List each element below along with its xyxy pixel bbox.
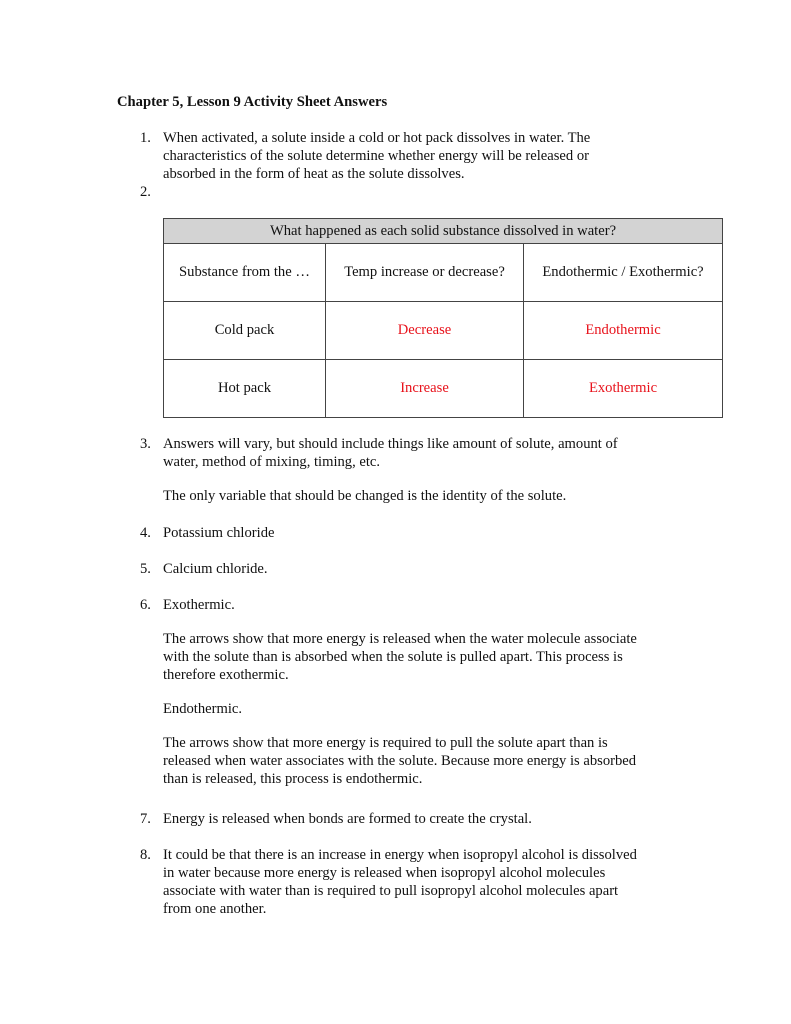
column-header: Endothermic / Exothermic? (524, 244, 723, 302)
item-text (163, 596, 693, 788)
text-line: Calcium chloride. (163, 561, 268, 577)
text-line: released when water associates with the solute. Because more energy is absorbed (163, 753, 637, 769)
text-line: from one another. (163, 901, 267, 917)
text-line: in water because more energy is released when isopropyl alcohol molecules (163, 865, 606, 881)
text-line: water, method of mixing, timing, etc. (163, 454, 381, 470)
text-line: The only variable that should be changed is the identity of the solute. (163, 488, 567, 504)
table-row (164, 302, 723, 360)
item-number: 4. (140, 525, 151, 541)
text-line: When activated, a solute inside a cold or hot pack dissolves in water. The (163, 130, 591, 146)
item-number: 5. (140, 561, 151, 577)
document-title: Chapter 5, Lesson 9 Activity Sheet Answers (117, 94, 388, 110)
table-cell-energy-answer: Exothermic (524, 360, 723, 418)
item-text (163, 435, 693, 505)
text-line: therefore exothermic. (163, 667, 289, 683)
text-line: The arrows show that more energy is released when the water molecule associate (163, 631, 637, 647)
text-line: than is released, this process is endothermic. (163, 771, 423, 787)
item-text (163, 524, 693, 542)
table-cell-temp-answer: Increase (326, 360, 524, 418)
table-cell-substance: Hot pack (164, 360, 326, 418)
column-header: Substance from the … (164, 244, 326, 302)
text-line: The arrows show that more energy is required to pull the solute apart than is (163, 735, 608, 751)
text-line: characteristics of the solute determine whether energy will be released or (163, 148, 590, 164)
item-number: 2. (140, 184, 151, 200)
column-header: Temp increase or decrease? (326, 244, 524, 302)
results-table (163, 218, 723, 418)
item-number: 1. (140, 130, 151, 146)
text-line: Potassium chloride (163, 525, 275, 541)
table-cell-substance: Cold pack (164, 302, 326, 360)
text-line: It could be that there is an increase in energy when isopropyl alcohol is dissolved (163, 847, 637, 863)
item-number: 8. (140, 847, 151, 863)
text-line: Energy is released when bonds are formed to create the crystal. (163, 811, 532, 827)
item-text (163, 810, 693, 828)
text-line: Endothermic. (163, 701, 243, 717)
item-number: 6. (140, 597, 151, 613)
item-number: 7. (140, 811, 151, 827)
item-text (163, 129, 693, 183)
table-cell-energy-answer: Endothermic (524, 302, 723, 360)
text-line: with the solute than is absorbed when the solute is pulled apart. This process is (163, 649, 623, 665)
text-line: Answers will vary, but should include things like amount of solute, amount of (163, 436, 618, 452)
table-header-row (164, 244, 723, 302)
text-line: absorbed in the form of heat as the solute dissolves. (163, 166, 465, 182)
text-line: Exothermic. (163, 597, 235, 613)
item-number: 3. (140, 436, 151, 452)
table-caption: What happened as each solid substance dissolved in water? (164, 219, 723, 244)
item-text (163, 846, 693, 918)
table-cell-temp-answer: Decrease (326, 302, 524, 360)
table-row (164, 360, 723, 418)
item-text (163, 560, 693, 578)
text-line: associate with water than is required to pull isopropyl alcohol molecules apart (163, 883, 619, 899)
